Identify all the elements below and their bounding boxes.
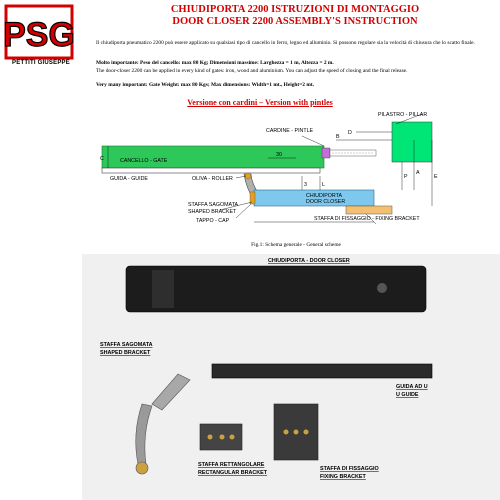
pintle-shape (322, 148, 330, 158)
fixing-bracket-shape (346, 206, 392, 214)
label-fixing-bracket: STAFFA DI FISSAGGIO - FIXING BRACKET (314, 216, 420, 222)
components-photo (82, 254, 500, 500)
logo-caption: PETTITI GIUSEPPE (12, 60, 70, 66)
title-line-2: DOOR CLOSER 2200 ASSEMBLY'S INSTRUCTION (172, 16, 418, 27)
photo-label-shaped-bracket-en: SHAPED BRACKET (100, 350, 151, 356)
dim-30: 30 (276, 152, 282, 158)
label-cap: TAPPO - CAP (196, 218, 230, 224)
pillar-shape (392, 122, 432, 162)
title-line-1: CHIUDIPORTA 2200 ISTRUZIONI DI MONTAGGIO (170, 4, 420, 15)
label-guide: GUIDA - GUIDE (110, 176, 148, 182)
scheme-heading: Versione con cardini – Version with pintles (187, 98, 333, 107)
label-pintle: CARDINE - PINTLE (266, 128, 314, 134)
paragraph-en-description: The door-closer 2200 can be applied in every kind of gates: iron, wood and aluminium. You can adjust the speed of closing and the final release. (96, 68, 408, 74)
label-shaped-bracket-en: SHAPED BRACKET (188, 209, 237, 215)
guide-shape (102, 168, 320, 173)
general-scheme-diagram (96, 106, 496, 244)
dim-c: C (100, 156, 104, 162)
dim-3: 3 (304, 182, 307, 188)
label-roller: OLIVA - ROLLER (192, 176, 233, 182)
paragraph-it-limits: Molto importante: Peso del cancello: max 80 Kg; Dimensioni massime: Larghezza = 1 m, Altezza = 2 m. (96, 60, 334, 66)
label-shaped-bracket-it: STAFFA SAGOMATA (188, 202, 239, 208)
photo-label-rect-bracket-it: STAFFA RETTANGOLARE (198, 462, 265, 468)
photo-label-rect-bracket-en: RECTANGULAR BRACKET (198, 470, 268, 476)
dim-a: A (416, 170, 420, 176)
label-pillar: PILASTRO - PILLAR (378, 112, 428, 118)
svg-text:PSG: PSG (3, 16, 75, 54)
dim-p: P (404, 174, 408, 180)
photo-label-u-guide-it: GUIDA AD U (396, 384, 428, 390)
photo-label-door-closer: CHIUDIPORTA - DOOR CLOSER (268, 258, 350, 264)
gate-shape (102, 146, 324, 168)
dim-b: B (336, 134, 340, 140)
dim-e: E (434, 174, 438, 180)
paragraph-en-limits: Very many important: Gate Weight: max 80 Kgs; Max dimensions: Width=1 mt., Height=2 mt. (96, 82, 314, 88)
dim-d: D (348, 130, 352, 136)
label-closer-it: CHIUDIPORTA (306, 193, 343, 199)
label-closer-en: DOOR CLOSER (306, 199, 346, 205)
photo-label-u-guide-en: U GUIDE (396, 392, 419, 398)
figure-caption: Fig.1: Schema generale - General scheme (251, 242, 341, 248)
photo-label-fixing-bracket-en: FIXING BRACKET (320, 474, 366, 480)
photo-label-shaped-bracket-it: STAFFA SAGOMATA (100, 342, 153, 348)
label-gate: CANCELLO - GATE (120, 158, 168, 164)
dim-l: L (322, 182, 325, 188)
paragraph-it-description: Il chiudiporta pneumatico 2200 può essere applicato su qualsiasi tipo di cancello in ferro, legno ed alluminio. Si possono regolare sia la velocità di chiusura che lo scatto finale. (96, 40, 475, 46)
photo-label-fixing-bracket-it: STAFFA DI FISSAGGIO (320, 466, 379, 472)
photo-u-guide (212, 364, 432, 378)
